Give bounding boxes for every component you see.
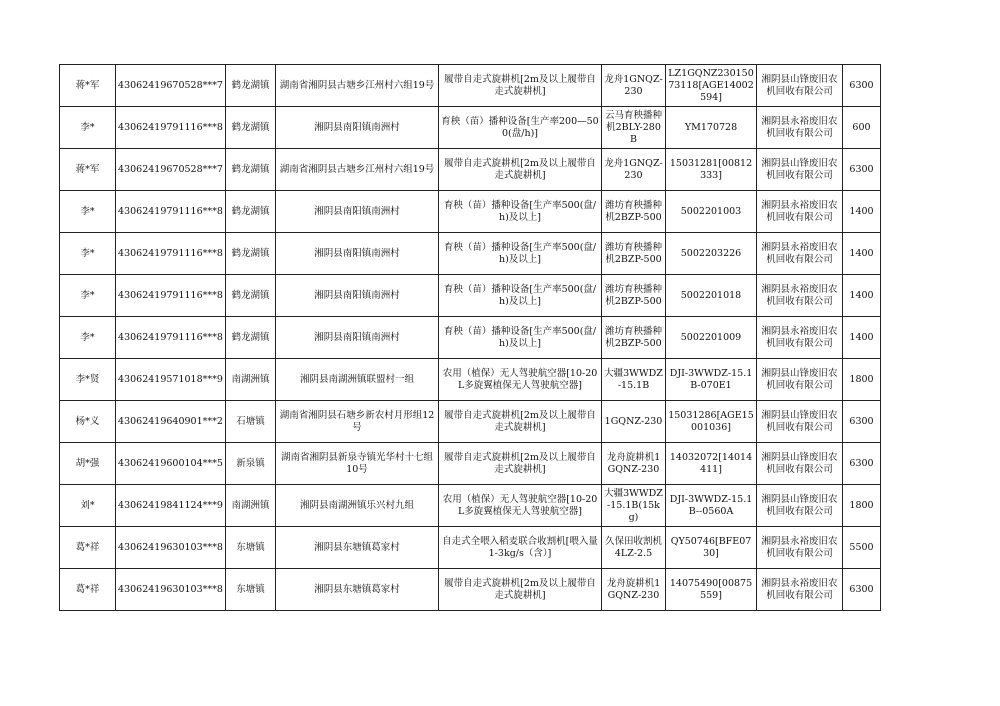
table-row (60, 569, 881, 611)
machine-type-cell: 育秧（苗）播种设备[生产率500(盘/h)及以上] (439, 317, 602, 359)
id-number-cell: 43062419791116***8 (116, 317, 226, 359)
address-cell: 湖南省湘阴县石塘乡新农村月形组12号 (276, 401, 439, 443)
town-cell: 石塘镇 (226, 401, 276, 443)
serial-number-cell: 5002203226 (666, 233, 757, 275)
address-cell: 湘阴县东塘镇葛家村 (276, 527, 439, 569)
id-number-cell: 43062419841124***9 (116, 485, 226, 527)
serial-number-cell: YM170728 (666, 107, 757, 149)
subsidy-table (59, 64, 881, 611)
id-number-cell: 43062419791116***8 (116, 275, 226, 317)
table-row (60, 527, 881, 569)
address-cell: 湘阴县南阳镇南洲村 (276, 317, 439, 359)
model-cell: 久保田收割机4LZ-2.5 (602, 527, 666, 569)
id-number-cell: 43062419670528***7 (116, 149, 226, 191)
applicant-name-cell: 李* (60, 233, 116, 275)
table-row (60, 443, 881, 485)
amount-cell: 6300 (843, 149, 881, 191)
address-cell: 湘阴县东塘镇葛家村 (276, 569, 439, 611)
table-row (60, 485, 881, 527)
town-cell: 东塘镇 (226, 527, 276, 569)
amount-cell: 600 (843, 107, 881, 149)
serial-number-cell: QY50746[BFE0730] (666, 527, 757, 569)
table-row (60, 275, 881, 317)
applicant-name-cell: 葛*祥 (60, 527, 116, 569)
recycler-cell: 湘阴县永裕废旧农机回收有限公司 (757, 317, 843, 359)
model-cell: 龙舟1GNQZ-230 (602, 149, 666, 191)
machine-type-cell: 履带自走式旋耕机[2m及以上履带自走式旋耕机] (439, 149, 602, 191)
recycler-cell: 湘阴县山锋废旧农机回收有限公司 (757, 485, 843, 527)
applicant-name-cell: 胡*强 (60, 443, 116, 485)
id-number-cell: 43062419571018***9 (116, 359, 226, 401)
serial-number-cell: DJI-3WWDZ-15.1B-070E1 (666, 359, 757, 401)
recycler-cell: 湘阴县山锋废旧农机回收有限公司 (757, 401, 843, 443)
recycler-cell: 湘阴县永裕废旧农机回收有限公司 (757, 275, 843, 317)
town-cell: 鹤龙湖镇 (226, 317, 276, 359)
serial-number-cell: 5002201009 (666, 317, 757, 359)
recycler-cell: 湘阴县山锋废旧农机回收有限公司 (757, 443, 843, 485)
id-number-cell: 43062419630103***8 (116, 527, 226, 569)
address-cell: 湘阴县南阳镇南洲村 (276, 275, 439, 317)
model-cell: 潍坊育秧播种机2BZP-500 (602, 191, 666, 233)
model-cell: 潍坊育秧播种机2BZP-500 (602, 317, 666, 359)
town-cell: 鹤龙湖镇 (226, 107, 276, 149)
recycler-cell: 湘阴县永裕废旧农机回收有限公司 (757, 569, 843, 611)
address-cell: 湖南省湘阴县古塘乡江州村六组19号 (276, 65, 439, 107)
id-number-cell: 43062419791116***8 (116, 191, 226, 233)
town-cell: 东塘镇 (226, 569, 276, 611)
table-row (60, 191, 881, 233)
id-number-cell: 43062419600104***5 (116, 443, 226, 485)
model-cell: 1GQNZ-230 (602, 401, 666, 443)
applicant-name-cell: 杨*义 (60, 401, 116, 443)
amount-cell: 1400 (843, 233, 881, 275)
serial-number-cell: DJI-3WWDZ-15.1B--0560A (666, 485, 757, 527)
serial-number-cell: 5002201003 (666, 191, 757, 233)
applicant-name-cell: 李* (60, 107, 116, 149)
address-cell: 湖南省湘阴县新泉寺镇光华村十七组10号 (276, 443, 439, 485)
town-cell: 鹤龙湖镇 (226, 149, 276, 191)
address-cell: 湘阴县南湖洲镇联盟村一组 (276, 359, 439, 401)
amount-cell: 6300 (843, 569, 881, 611)
amount-cell: 1400 (843, 317, 881, 359)
town-cell: 鹤龙湖镇 (226, 275, 276, 317)
recycler-cell: 湘阴县山锋废旧农机回收有限公司 (757, 359, 843, 401)
amount-cell: 1400 (843, 191, 881, 233)
recycler-cell: 湘阴县永裕废旧农机回收有限公司 (757, 191, 843, 233)
id-number-cell: 43062419670528***7 (116, 65, 226, 107)
table-row (60, 359, 881, 401)
recycler-cell: 湘阴县山锋废旧农机回收有限公司 (757, 65, 843, 107)
town-cell: 南湖洲镇 (226, 485, 276, 527)
machine-type-cell: 育秧（苗）播种设备[生产率500(盘/h)及以上] (439, 191, 602, 233)
id-number-cell: 43062419630103***8 (116, 569, 226, 611)
recycler-cell: 湘阴县山锋废旧农机回收有限公司 (757, 149, 843, 191)
id-number-cell: 43062419791116***8 (116, 107, 226, 149)
amount-cell: 5500 (843, 527, 881, 569)
applicant-name-cell: 蒋*军 (60, 65, 116, 107)
serial-number-cell: 15031281[00812333] (666, 149, 757, 191)
machine-type-cell: 履带自走式旋耕机[2m及以上履带自走式旋耕机] (439, 401, 602, 443)
model-cell: 龙舟1GNQZ-230 (602, 65, 666, 107)
machine-type-cell: 履带自走式旋耕机[2m及以上履带自走式旋耕机] (439, 443, 602, 485)
table-row (60, 401, 881, 443)
serial-number-cell: 5002201018 (666, 275, 757, 317)
model-cell: 龙舟旋耕机1GQNZ-230 (602, 443, 666, 485)
id-number-cell: 43062419640901***2 (116, 401, 226, 443)
machine-type-cell: 履带自走式旋耕机[2m及以上履带自走式旋耕机] (439, 569, 602, 611)
amount-cell: 6300 (843, 401, 881, 443)
serial-number-cell: LZ1GQNZ23015073118[AGE14002594] (666, 65, 757, 107)
address-cell: 湘阴县南湖洲镇乐兴村九组 (276, 485, 439, 527)
amount-cell: 6300 (843, 443, 881, 485)
machine-type-cell: 育秧（苗）播种设备[生产率500(盘/h)及以上] (439, 233, 602, 275)
amount-cell: 1400 (843, 275, 881, 317)
applicant-name-cell: 蒋*军 (60, 149, 116, 191)
id-number-cell: 43062419791116***8 (116, 233, 226, 275)
applicant-name-cell: 李* (60, 191, 116, 233)
applicant-name-cell: 刘* (60, 485, 116, 527)
town-cell: 南湖洲镇 (226, 359, 276, 401)
machine-type-cell: 自走式全喂入稻麦联合收割机[喂入量1-3kg/s（含）] (439, 527, 602, 569)
table-row (60, 65, 881, 107)
amount-cell: 1800 (843, 359, 881, 401)
model-cell: 潍坊育秧播种机2BZP-500 (602, 275, 666, 317)
machine-type-cell: 育秧（苗）播种设备[生产率200—500(盘/h)] (439, 107, 602, 149)
table-row (60, 149, 881, 191)
serial-number-cell: 15031286[AGE15001036] (666, 401, 757, 443)
town-cell: 新泉镇 (226, 443, 276, 485)
recycler-cell: 湘阴县永裕废旧农机回收有限公司 (757, 233, 843, 275)
address-cell: 湘阴县南阳镇南洲村 (276, 233, 439, 275)
town-cell: 鹤龙湖镇 (226, 233, 276, 275)
applicant-name-cell: 李*贤 (60, 359, 116, 401)
serial-number-cell: 14032072[14014411] (666, 443, 757, 485)
machine-type-cell: 农用（植保）无人驾驶航空器[10-20L多旋翼植保无人驾驶航空器] (439, 359, 602, 401)
machine-type-cell: 育秧（苗）播种设备[生产率500(盘/h)及以上] (439, 275, 602, 317)
town-cell: 鹤龙湖镇 (226, 65, 276, 107)
recycler-cell: 湘阴县永裕废旧农机回收有限公司 (757, 107, 843, 149)
applicant-name-cell: 李* (60, 275, 116, 317)
town-cell: 鹤龙湖镇 (226, 191, 276, 233)
amount-cell: 6300 (843, 65, 881, 107)
applicant-name-cell: 葛*祥 (60, 569, 116, 611)
table-row (60, 107, 881, 149)
amount-cell: 1800 (843, 485, 881, 527)
address-cell: 湘阴县南阳镇南洲村 (276, 107, 439, 149)
recycler-cell: 湘阴县永裕废旧农机回收有限公司 (757, 527, 843, 569)
model-cell: 潍坊育秧播种机2BZP-500 (602, 233, 666, 275)
model-cell: 龙舟旋耕机1GQNZ-230 (602, 569, 666, 611)
machine-type-cell: 履带自走式旋耕机[2m及以上履带自走式旋耕机] (439, 65, 602, 107)
machine-type-cell: 农用（植保）无人驾驶航空器[10-20L多旋翼植保无人驾驶航空器] (439, 485, 602, 527)
table-row (60, 317, 881, 359)
address-cell: 湘阴县南阳镇南洲村 (276, 191, 439, 233)
model-cell: 大疆3WWDZ-15.1B(15kg) (602, 485, 666, 527)
model-cell: 大疆3WWDZ-15.1B (602, 359, 666, 401)
applicant-name-cell: 李* (60, 317, 116, 359)
model-cell: 云马育秧播种机2BLY-280B (602, 107, 666, 149)
serial-number-cell: 14075490[00875559] (666, 569, 757, 611)
table-row (60, 233, 881, 275)
address-cell: 湖南省湘阴县古塘乡江州村六组19号 (276, 149, 439, 191)
